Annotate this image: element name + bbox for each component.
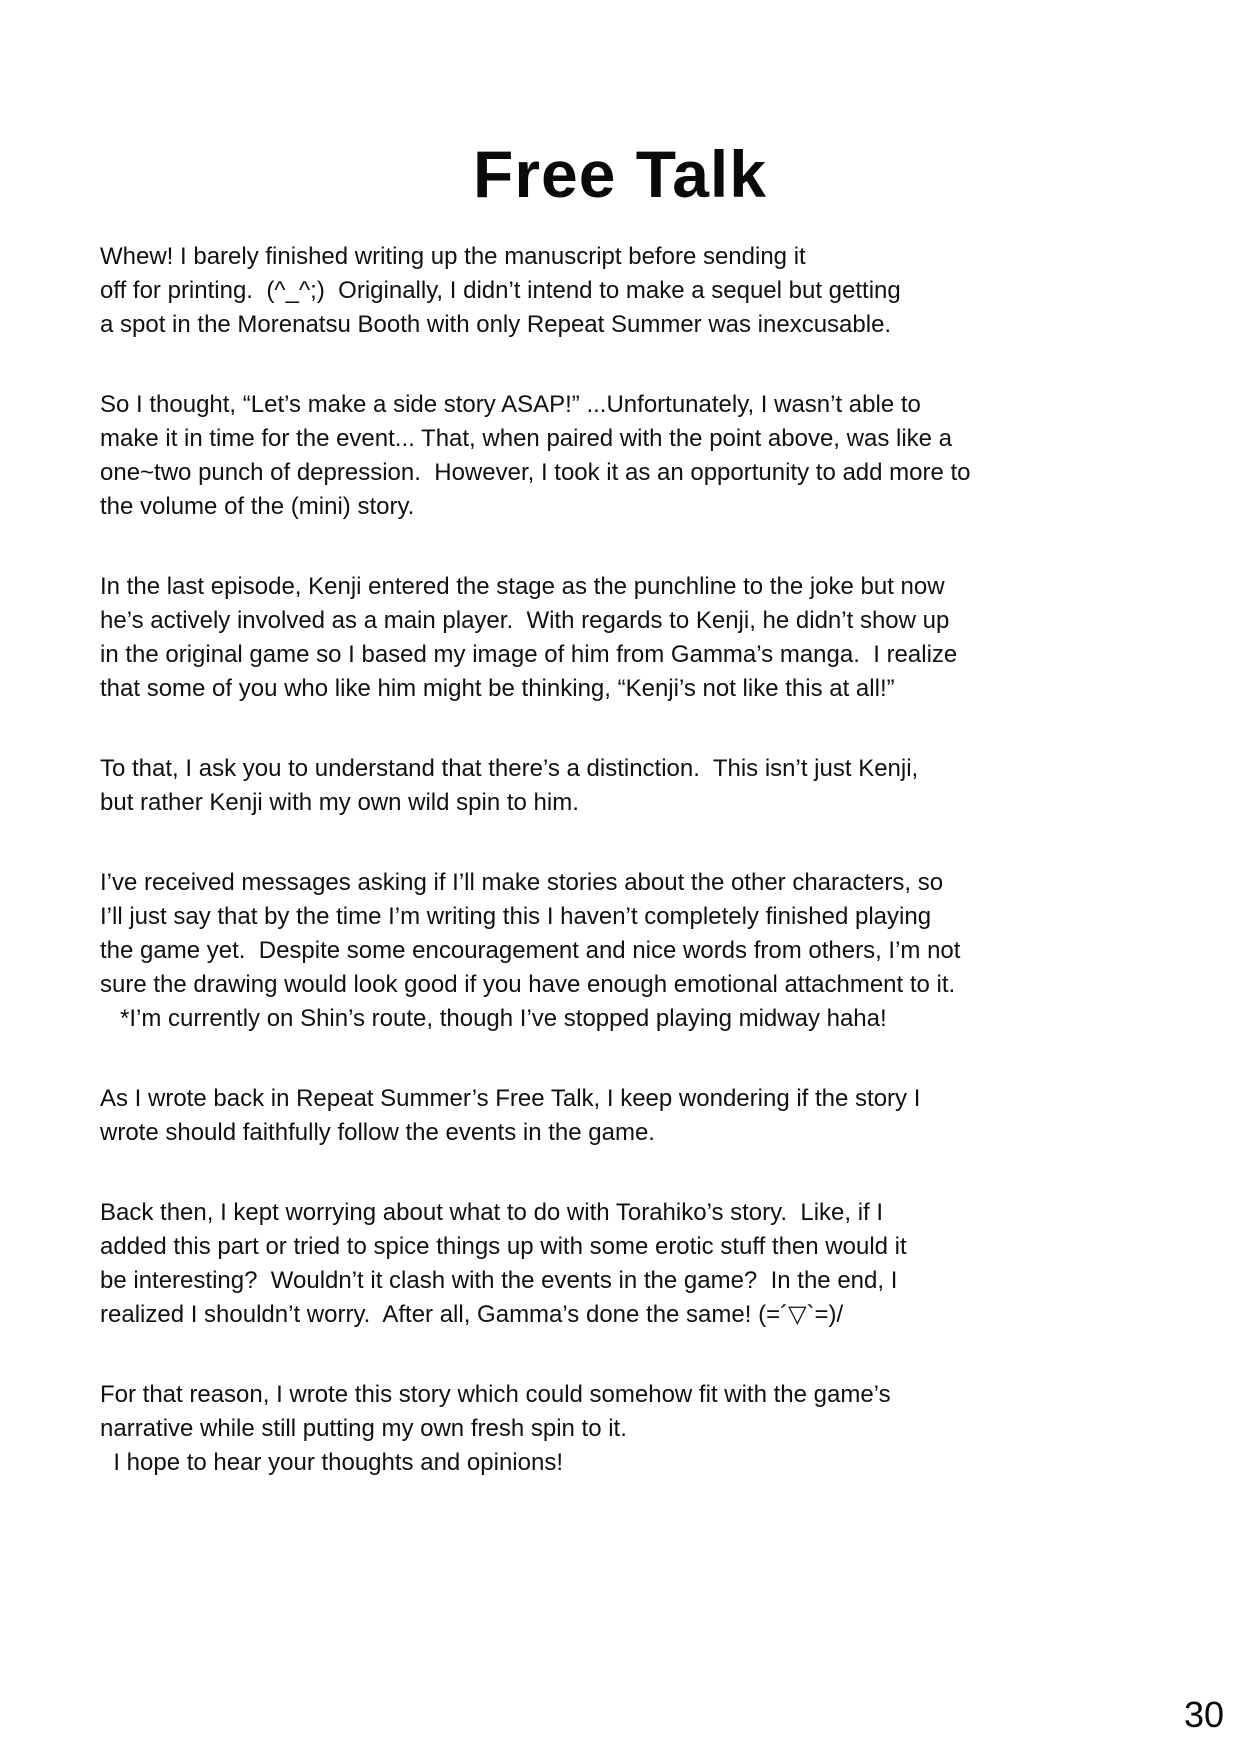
text-body	[100, 240, 1152, 1526]
paragraph	[100, 1082, 1152, 1150]
text-line: *I’m currently on Shin’s route, though I’ve stopped playing midway haha!	[100, 1005, 887, 1032]
text-line: realized I shouldn’t worry. After all, Gamma’s done the same! (=´▽`=)/	[100, 1301, 844, 1328]
text-line: sure the drawing would look good if you have enough emotional attachment to it.	[100, 971, 956, 998]
text-line: off for printing. (^_^;) Originally, I didn’t intend to make a sequel but getting	[100, 277, 901, 304]
text-line: that some of you who like him might be thinking, “Kenji’s not like this at all!”	[100, 675, 895, 702]
text-line: I hope to hear your thoughts and opinions!	[100, 1449, 563, 1476]
paragraph	[100, 866, 1152, 1036]
text-line: I’ll just say that by the time I’m writing this I haven’t completely finished playing	[100, 903, 932, 930]
paragraph	[100, 1196, 1152, 1332]
paragraph	[100, 1378, 1152, 1480]
text-line: in the original game so I based my image of him from Gamma’s manga. I realize	[100, 641, 958, 668]
text-line: be interesting? Wouldn’t it clash with the events in the game? In the end, I	[100, 1267, 898, 1294]
text-line: I’ve received messages asking if I’ll make stories about the other characters, so	[100, 869, 944, 896]
text-line: Back then, I kept worrying about what to do with Torahiko’s story. Like, if I	[100, 1199, 884, 1226]
text-line: In the last episode, Kenji entered the stage as the punchline to the joke but now	[100, 573, 945, 600]
text-line: a spot in the Morenatsu Booth with only Repeat Summer was inexcusable.	[100, 311, 892, 338]
text-line: the game yet. Despite some encouragement and nice words from others, I’m not	[100, 937, 961, 964]
page-title: Free Talk	[473, 137, 767, 212]
text-line: he’s actively involved as a main player. With regards to Kenji, he didn’t show up	[100, 607, 950, 634]
text-line: wrote should faithfully follow the events in the game.	[100, 1119, 655, 1146]
text-line: but rather Kenji with my own wild spin to him.	[100, 789, 579, 816]
text-line: As I wrote back in Repeat Summer’s Free Talk, I keep wondering if the story I	[100, 1085, 921, 1112]
paragraph	[100, 752, 1152, 820]
text-line: the volume of the (mini) story.	[100, 493, 415, 520]
page-number: 30	[1183, 1694, 1224, 1735]
text-line: To that, I ask you to understand that there’s a distinction. This isn’t just Kenji,	[100, 755, 919, 782]
text-line: Whew! I barely finished writing up the manuscript before sending it	[100, 243, 806, 270]
text-line: So I thought, “Let’s make a side story ASAP!” ...Unfortunately, I wasn’t able to	[100, 391, 921, 418]
paragraph	[100, 240, 1152, 342]
paragraph	[100, 388, 1152, 524]
paragraph	[100, 570, 1152, 706]
text-line: one~two punch of depression. However, I took it as an opportunity to add more to	[100, 459, 971, 486]
text-line: For that reason, I wrote this story which could somehow fit with the game’s	[100, 1381, 891, 1408]
text-line: make it in time for the event... That, when paired with the point above, was like a	[100, 425, 953, 452]
text-line: narrative while still putting my own fresh spin to it.	[100, 1415, 627, 1442]
text-line: added this part or tried to spice things up with some erotic stuff then would it	[100, 1233, 907, 1260]
